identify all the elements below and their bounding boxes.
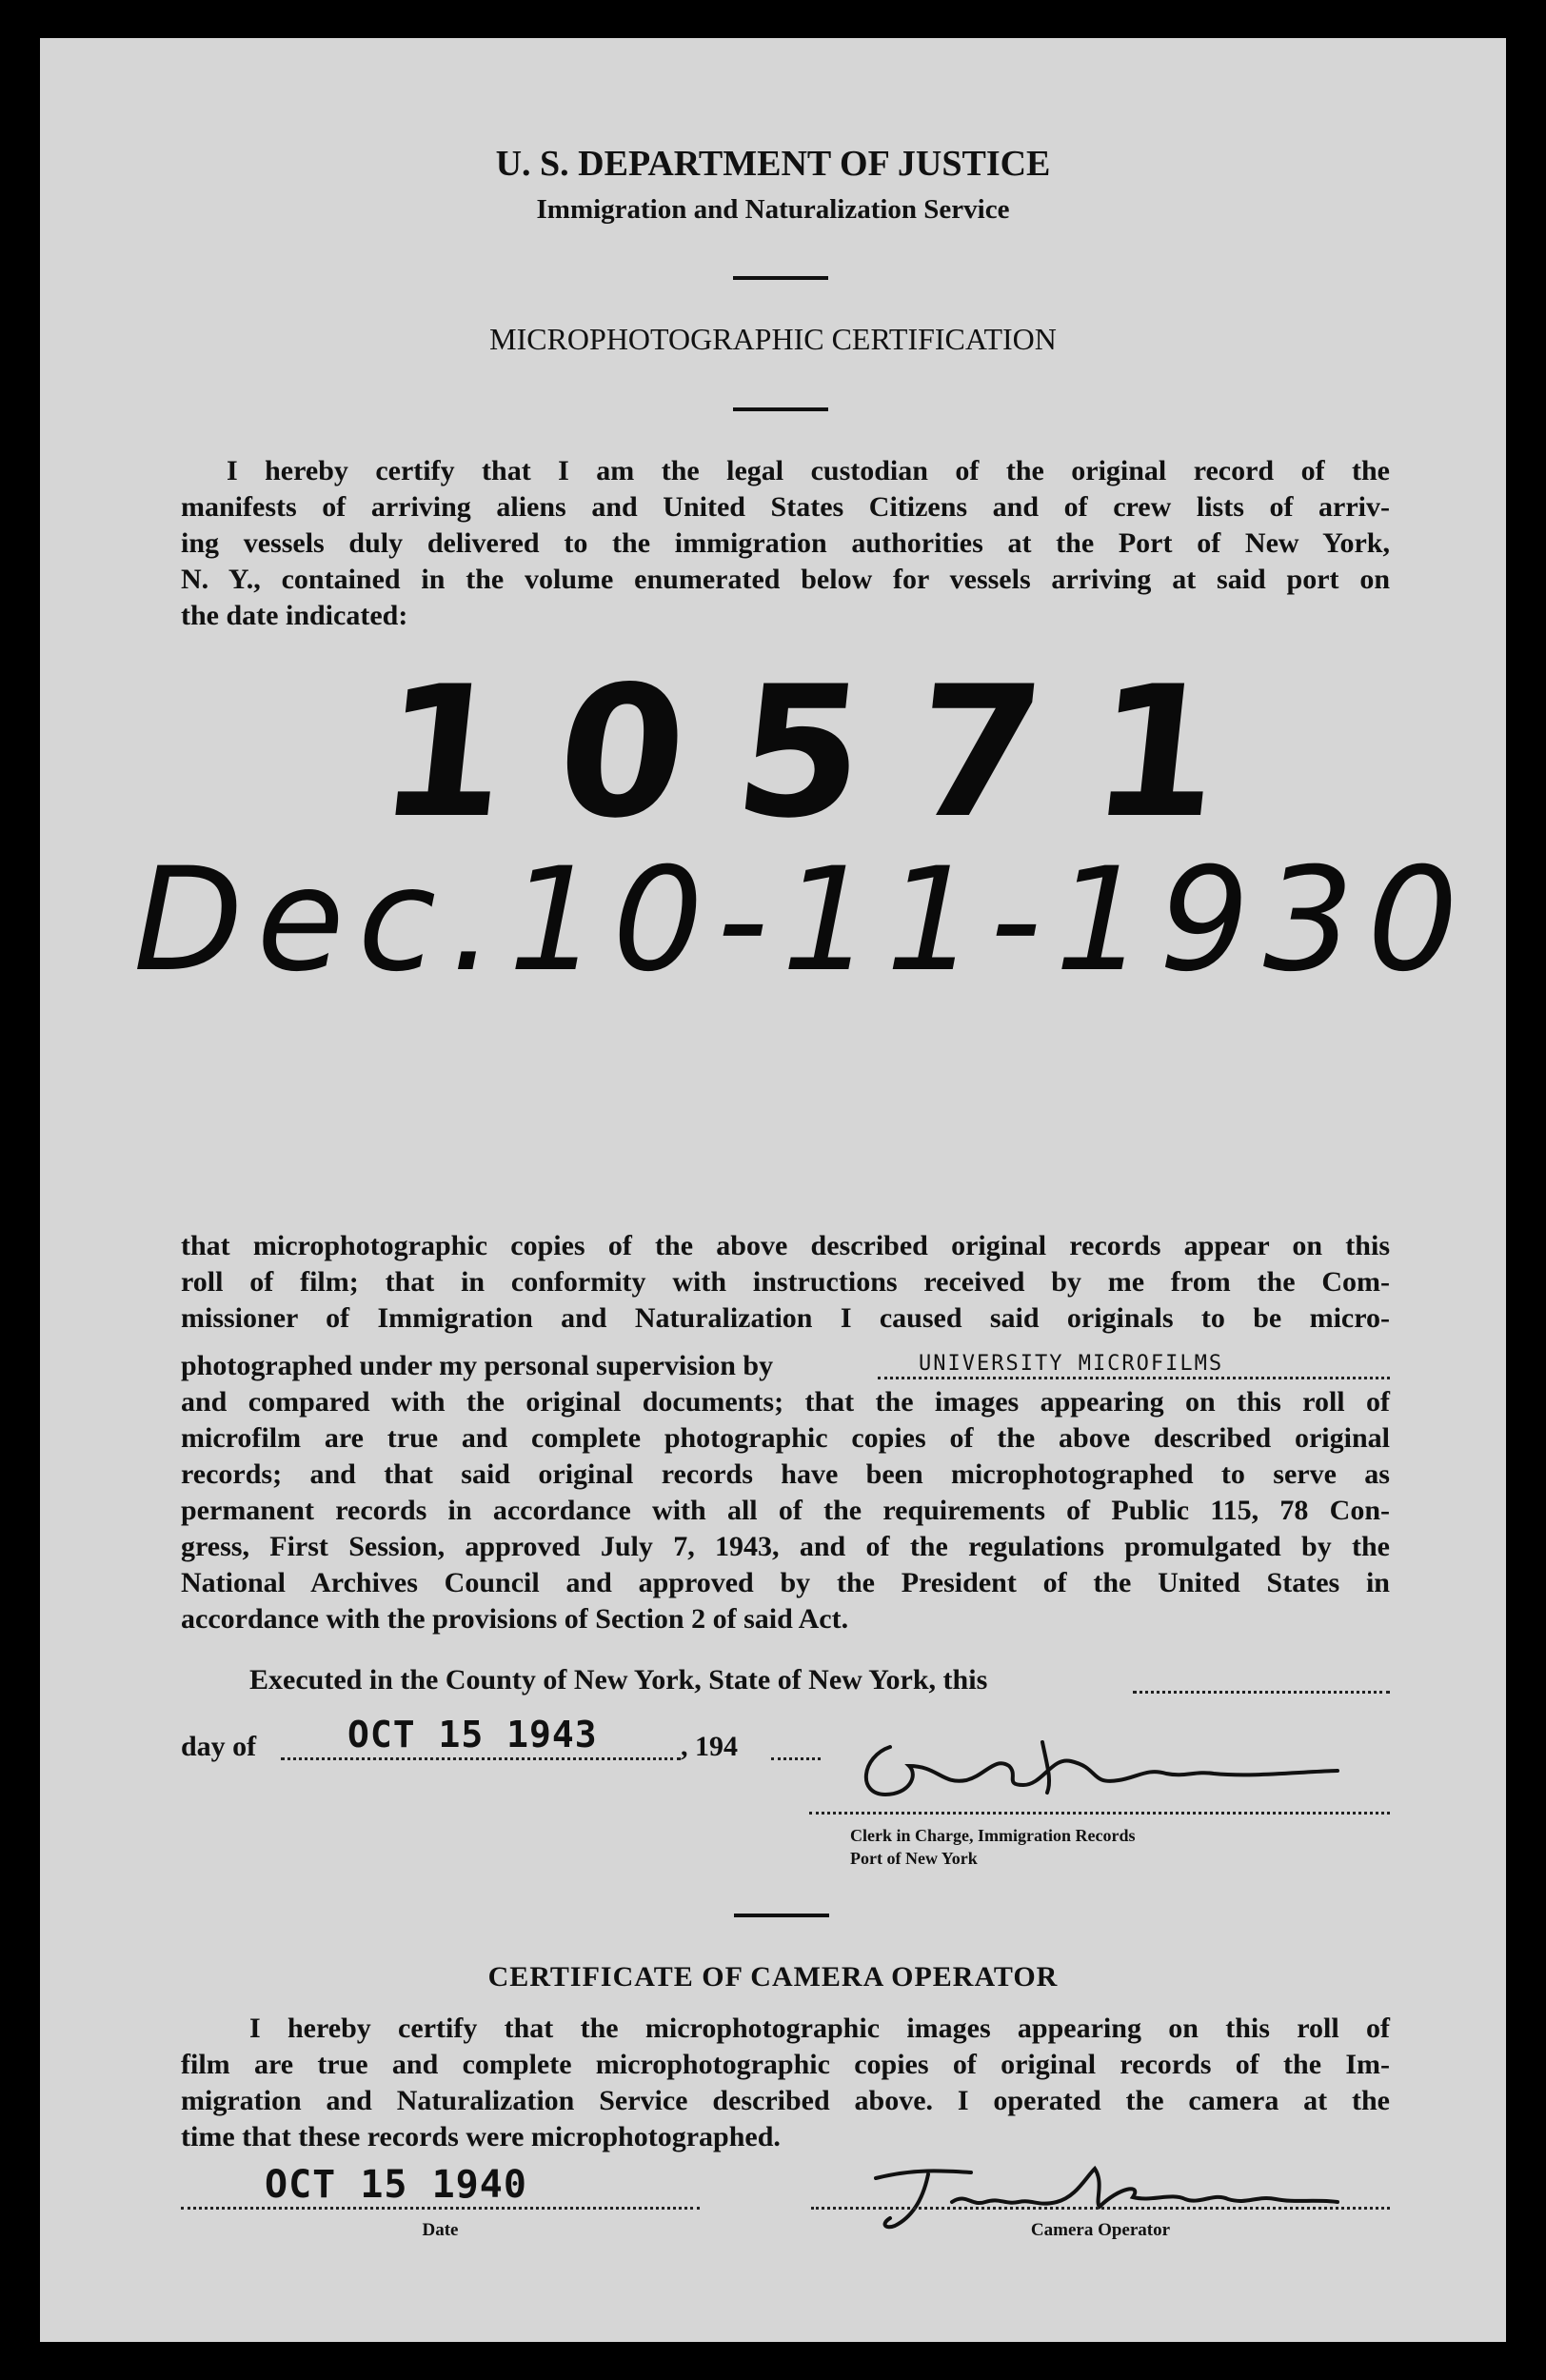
camera-line-1: I hereby certify that the microphotographic images appearing on this roll of (249, 2013, 1390, 2044)
body-line-5: and compared with the original documents; that the images appearing on this roll of (181, 1386, 1390, 1418)
camera-operator-label: Camera Operator (1030, 2220, 1171, 2240)
department-heading: U. S. DEPARTMENT OF JUSTICE (495, 144, 1051, 184)
camera-line-3: migration and Naturalization Service described above. I operated the camera at the (181, 2085, 1390, 2116)
cert-line-4: N. Y., contained in the volume enumerated below for vessels arriving at said port on (181, 564, 1390, 595)
camera-operator-heading: CERTIFICATE OF CAMERA OPERATOR (487, 1961, 1059, 1993)
day-of-label: day of (181, 1731, 257, 1762)
camera-stamped-date: OCT 15 1940 (265, 2163, 527, 2207)
camera-line-2: film are true and complete microphotographic copies of original records of the Im- (181, 2049, 1390, 2080)
body-line-6: microfilm are true and complete photographic copies of the above described original (181, 1422, 1390, 1454)
supervision-company: UNIVERSITY MICROFILMS (919, 1352, 1224, 1376)
body-line-3: missioner of Immigration and Naturalization I caused said originals to be micro- (181, 1302, 1390, 1334)
header-rule-bottom (733, 407, 828, 411)
camera-operator-line (811, 2207, 1390, 2210)
date-label: Date (422, 2220, 459, 2240)
header-rule-top (733, 276, 828, 280)
clerk-signature (852, 1728, 1347, 1814)
body-line-8: permanent records in accordance with all of the requirements of Public 115, 78 Con- (181, 1495, 1390, 1526)
document-title: MICROPHOTOGRAPHIC CERTIFICATION (489, 322, 1057, 356)
executed-day-fill (1133, 1691, 1390, 1694)
body-line-7: records; and that said original records have been microphotographed to serve as (181, 1458, 1390, 1490)
supervision-fill-line (878, 1377, 1390, 1379)
clerk-port: Port of New York (850, 1849, 978, 1868)
body-line-9: gress, First Session, approved July 7, 1943, and of the regulations promulgated by the (181, 1531, 1390, 1562)
year-prefix: , 194 (681, 1731, 738, 1762)
body-line-10: National Archives Council and approved by the President of the United States in (181, 1567, 1390, 1598)
clerk-title: Clerk in Charge, Immigration Records (850, 1826, 1136, 1845)
clerk-signature-drawing (852, 1728, 1347, 1814)
body-line-11: accordance with the provisions of Section 2 of said Act. (181, 1603, 849, 1635)
section-divider (734, 1914, 829, 1917)
clerk-signature-line (809, 1812, 1390, 1815)
body-line-1: that microphotographic copies of the above described original records appear on this (181, 1230, 1390, 1261)
day-of-fill (281, 1757, 681, 1760)
executed-text: Executed in the County of New York, State of New York, this (249, 1664, 988, 1696)
cert-line-2: manifests of arriving aliens and United States Citizens and of crew lists of arriv- (181, 491, 1390, 523)
handwritten-volume-number: 10571 (369, 647, 1283, 858)
handwritten-dates: Dec.10-11-1930 (133, 838, 1472, 1003)
body-line-2: roll of film; that in conformity with instructions received by me from the Com- (181, 1266, 1390, 1298)
service-subheading: Immigration and Naturalization Service (536, 194, 1010, 225)
date-line (181, 2207, 700, 2210)
document-page (40, 38, 1506, 2342)
camera-line-4: time that these records were microphotographed. (181, 2121, 781, 2152)
year-fill (771, 1757, 821, 1760)
supervision-prefix: photographed under my personal supervision by (181, 1350, 774, 1381)
cert-line-3: ing vessels duly delivered to the immigration authorities at the Port of New York, (181, 527, 1390, 559)
execution-stamped-date: OCT 15 1943 (347, 1714, 598, 1755)
cert-line-1: I hereby certify that I am the legal custodian of the original record of the (227, 455, 1390, 486)
cert-line-5: the date indicated: (181, 600, 408, 631)
